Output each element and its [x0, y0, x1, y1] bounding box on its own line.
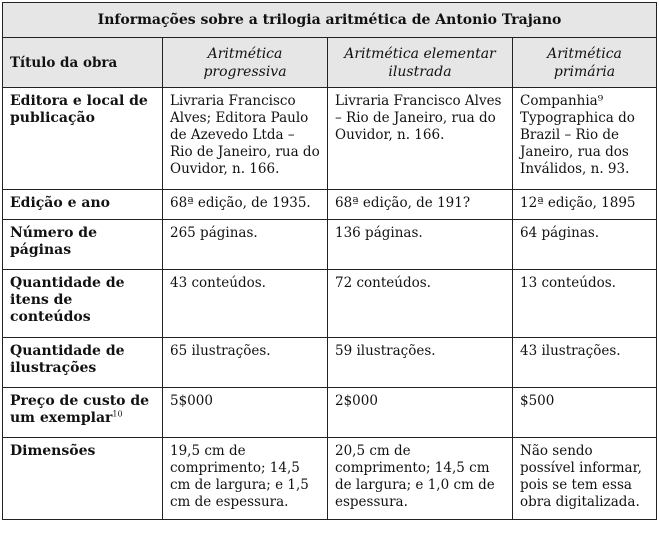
table-caption: Informações sobre a trilogia aritmética de Antonio Trajano: [3, 3, 657, 38]
cell-editora-2: Livraria Francisco Alves – Rio de Janeiro, rua do Ouvidor, n. 166.: [328, 88, 513, 190]
cell-ilustracoes-3: 43 ilustrações.: [513, 338, 657, 388]
cell-preco-2: 2$000: [328, 388, 513, 438]
cell-paginas-2: 136 páginas.: [328, 220, 513, 270]
info-table: [2, 2, 657, 520]
header-row-label: Título da obra: [3, 38, 163, 88]
cell-dimensoes-2: 20,5 cm de comprimento; 14,5 cm de largura; e 1,0 cm de espessura.: [328, 438, 513, 520]
row-label-edicao: Edição e ano: [3, 190, 163, 220]
row-label-preco: [3, 388, 163, 438]
row-label-dimensoes: Dimensões: [3, 438, 163, 520]
row-label-conteudos: Quantidade de itens de conteúdos: [3, 270, 163, 338]
cell-paginas-1: 265 páginas.: [163, 220, 328, 270]
table-row: [3, 338, 657, 388]
table-row: [3, 388, 657, 438]
cell-editora-3: Companhia⁹ Typographica do Brazil – Rio de Janeiro, rua dos Inválidos, n. 93.: [513, 88, 657, 190]
cell-edicao-3: 12ª edição, 1895: [513, 190, 657, 220]
header-book-3: Aritmética primária: [513, 38, 657, 88]
row-label-ilustracoes: Quantidade de ilustrações: [3, 338, 163, 388]
cell-preco-3: $500: [513, 388, 657, 438]
row-label-editora: Editora e local de publicação: [3, 88, 163, 190]
cell-preco-1: 5$000: [163, 388, 328, 438]
cell-edicao-1: 68ª edição, de 1935.: [163, 190, 328, 220]
cell-ilustracoes-2: 59 ilustrações.: [328, 338, 513, 388]
cell-dimensoes-1: 19,5 cm de comprimento; 14,5 cm de largura; e 1,5 cm de espessura.: [163, 438, 328, 520]
cell-dimensoes-3: Não sendo possível informar, pois se tem essa obra digitalizada.: [513, 438, 657, 520]
cell-edicao-2: 68ª edição, de 191?: [328, 190, 513, 220]
header-book-2: Aritmética elementar ilustrada: [328, 38, 513, 88]
table-row: [3, 438, 657, 520]
cell-conteudos-1: 43 conteúdos.: [163, 270, 328, 338]
cell-conteudos-3: 13 conteúdos.: [513, 270, 657, 338]
header-book-1: Aritmética progressiva: [163, 38, 328, 88]
header-row: [3, 38, 657, 88]
table-row: [3, 190, 657, 220]
cell-paginas-3: 64 páginas.: [513, 220, 657, 270]
table-row: [3, 220, 657, 270]
table-row: [3, 270, 657, 338]
table-row: [3, 88, 657, 190]
footnote-marker: 10: [112, 409, 123, 419]
row-label-preco-text: Preço de custo de um exemplar: [10, 393, 150, 426]
cell-ilustracoes-1: 65 ilustrações.: [163, 338, 328, 388]
row-label-paginas: Número de páginas: [3, 220, 163, 270]
cell-editora-1: Livraria Francisco Alves; Editora Paulo de Azevedo Ltda – Rio de Janeiro, rua do Ouvidor, n. 166.: [163, 88, 328, 190]
cell-conteudos-2: 72 conteúdos.: [328, 270, 513, 338]
